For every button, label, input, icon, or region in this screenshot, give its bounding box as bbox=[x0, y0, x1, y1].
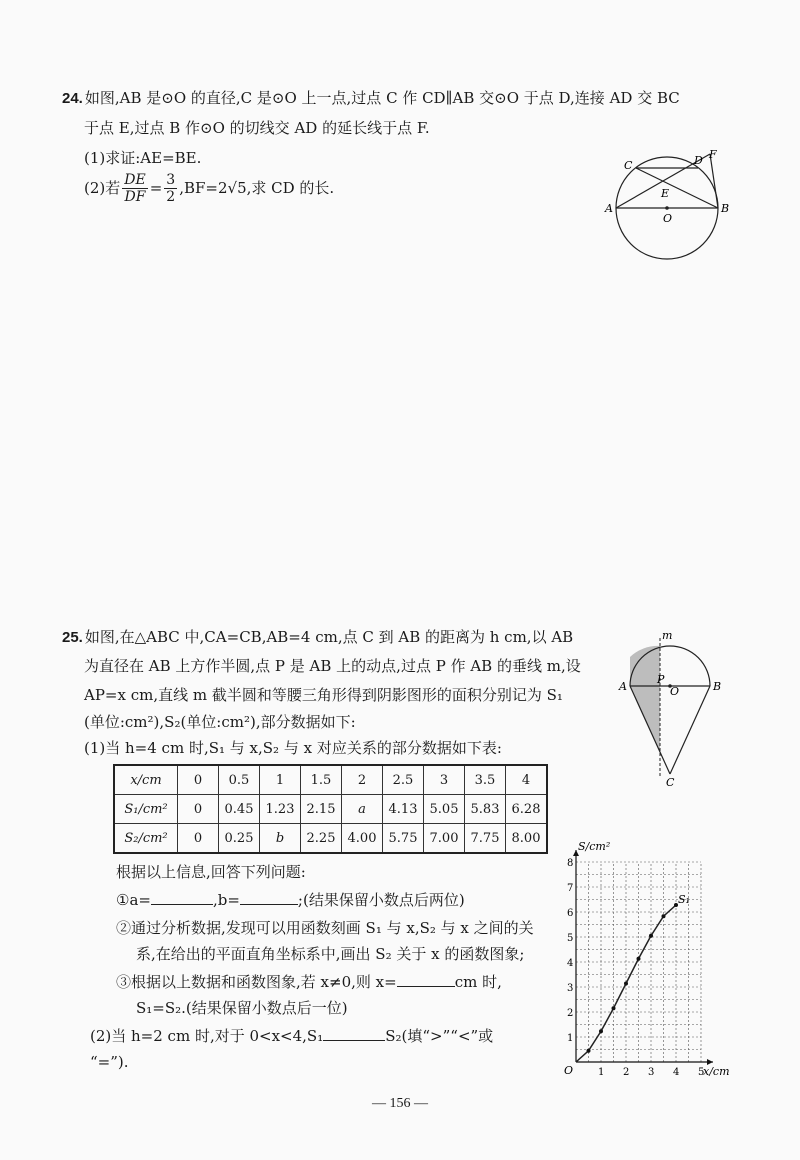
q24-frac2-den: 2 bbox=[166, 188, 176, 205]
label-m: m bbox=[662, 629, 673, 642]
table-cell: 2.15 bbox=[301, 795, 342, 824]
label-o: O bbox=[670, 685, 680, 698]
q25-sub3-text-a: ③根据以上数据和函数图象,若 x≠0,则 x= bbox=[116, 973, 397, 991]
table-cell: 0 bbox=[178, 824, 219, 854]
label-f: F bbox=[709, 148, 717, 161]
table-cell: 7.00 bbox=[424, 824, 465, 854]
table-cell: 6.28 bbox=[506, 795, 548, 824]
q25-part2 bbox=[90, 1026, 493, 1046]
q25-stem-1: 如图,在△ABC 中,CA=CB,AB=4 cm,点 C 到 AB 的距离为 h cm,以 AB bbox=[84, 628, 574, 646]
y-tick-label: 7 bbox=[567, 883, 574, 894]
table-cell: S₂/cm² bbox=[114, 824, 178, 854]
label-c: C bbox=[624, 159, 633, 172]
q25-sub2-line1: ②通过分析数据,发现可以用函数刻画 S₁ 与 x,S₂ 与 x 之间的关 bbox=[116, 919, 534, 937]
plot-grid bbox=[576, 862, 701, 1062]
q25-part2-text-a: (2)当 h=2 cm 时,对于 0<x<4,S₁ bbox=[90, 1027, 324, 1045]
table-cell: 0.45 bbox=[219, 795, 260, 824]
table-cell: 4.13 bbox=[383, 795, 424, 824]
q25-stem-2: 为直径在 AB 上方作半圆,点 P 是 AB 上的动点,过点 P 作 AB 的垂线 m,设 bbox=[84, 657, 581, 675]
x-tick-label: 4 bbox=[673, 1067, 680, 1076]
q24-part1: (1)求证:AE=BE. bbox=[84, 149, 202, 167]
q25-part2-line2: “=”). bbox=[90, 1053, 129, 1071]
table-cell: x/cm bbox=[114, 765, 178, 795]
q25-stem-3: AP=x cm,直线 m 截半圆和等腰三角形得到阴影图形的面积分别记为 S₁ bbox=[84, 686, 563, 704]
q25-sub1-end: ;(结果保留小数点后两位) bbox=[297, 891, 465, 909]
table-cell: 1.5 bbox=[301, 765, 342, 795]
table-cell: 1 bbox=[260, 765, 301, 795]
shaded-region-s1 bbox=[630, 646, 660, 686]
y-tick-label: 2 bbox=[567, 1008, 574, 1019]
table-cell: 8.00 bbox=[506, 824, 548, 854]
data-point bbox=[624, 982, 628, 986]
q24-frac2-num: 3 bbox=[166, 171, 176, 188]
data-point bbox=[599, 1029, 603, 1033]
table-cell: 2.5 bbox=[383, 765, 424, 795]
center-point bbox=[665, 206, 669, 210]
label-a: A bbox=[619, 680, 627, 693]
q24-part2 bbox=[84, 168, 334, 208]
q25-sub1-a-label: ①a= bbox=[116, 891, 151, 909]
label-e: E bbox=[661, 187, 670, 200]
q25-answer-intro: 根据以上信息,回答下列问题: bbox=[116, 863, 306, 881]
q24-stem-2: 于点 E,过点 B 作⊙O 的切线交 AD 的延长线于点 F. bbox=[84, 119, 430, 137]
y-tick-label: 5 bbox=[567, 933, 574, 944]
q25-semicircle-triangle-figure bbox=[612, 628, 742, 788]
plot-ticks bbox=[567, 858, 704, 1076]
x-tick-label: 1 bbox=[598, 1067, 605, 1076]
table-cell: 4 bbox=[506, 765, 548, 795]
table-cell: 0.25 bbox=[219, 824, 260, 854]
x-tick-label: 5 bbox=[698, 1067, 705, 1076]
table-cell: 5.05 bbox=[424, 795, 465, 824]
q24-eq: = bbox=[149, 179, 163, 197]
y-tick-label: 8 bbox=[567, 858, 574, 869]
table-cell: 4.00 bbox=[342, 824, 383, 854]
table-cell: 7.75 bbox=[465, 824, 506, 854]
q24-part2-prefix: (2)若 bbox=[84, 179, 121, 197]
label-a: A bbox=[605, 202, 613, 215]
q25-coordinate-plot bbox=[558, 834, 730, 1076]
x-tick-label: 3 bbox=[648, 1067, 655, 1076]
q25-sub2-line2: 系,在给出的平面直角坐标系中,画出 S₂ 关于 x 的函数图象; bbox=[136, 945, 525, 963]
y-tick-label: 1 bbox=[567, 1033, 574, 1044]
table-row-s1 bbox=[114, 795, 547, 824]
series-s1-label: S₁ bbox=[678, 893, 690, 906]
table-row-s2 bbox=[114, 824, 547, 854]
origin-label: O bbox=[564, 1064, 574, 1076]
table-cell: 0.5 bbox=[219, 765, 260, 795]
table-cell: S₁/cm² bbox=[114, 795, 178, 824]
label-d: D bbox=[694, 154, 703, 167]
answer-blank-b[interactable] bbox=[240, 890, 298, 905]
y-axis-label: S/cm² bbox=[578, 840, 611, 853]
label-p: P bbox=[657, 673, 665, 686]
table-cell: 3.5 bbox=[465, 765, 506, 795]
plot-axes bbox=[573, 850, 713, 1065]
page-number: — 156 — bbox=[372, 1096, 428, 1111]
series-s1-points bbox=[587, 903, 679, 1053]
tangent-bf bbox=[710, 154, 718, 208]
table-row-x bbox=[114, 765, 547, 795]
x-tick-label: 2 bbox=[623, 1067, 630, 1076]
table-cell: 2.25 bbox=[301, 824, 342, 854]
q24-part2-suffix: ,BF=2√5,求 CD 的长. bbox=[179, 179, 335, 197]
q24-fraction-3-2 bbox=[164, 172, 177, 205]
q24-stem-1: 如图,AB 是⊙O 的直径,C 是⊙O 上一点,过点 C 作 CD∥AB 交⊙O 于点 D,连接 AD 交 BC bbox=[84, 89, 680, 107]
table-cell: 5.83 bbox=[465, 795, 506, 824]
segment-bc bbox=[670, 686, 710, 774]
y-tick-label: 3 bbox=[567, 983, 574, 994]
table-cell: 1.23 bbox=[260, 795, 301, 824]
label-o: O bbox=[663, 212, 673, 225]
q25-number: 25. bbox=[62, 629, 83, 646]
q24-frac-num: DE bbox=[124, 171, 146, 188]
data-point bbox=[662, 914, 666, 918]
table-cell: 2 bbox=[342, 765, 383, 795]
answer-blank-compare[interactable] bbox=[323, 1026, 385, 1041]
data-point bbox=[587, 1049, 591, 1053]
table-cell: a bbox=[342, 795, 383, 824]
q24-fraction-de-df bbox=[122, 172, 147, 205]
q25-sub1 bbox=[116, 890, 465, 910]
answer-blank-a[interactable] bbox=[151, 890, 213, 905]
table-cell: 5.75 bbox=[383, 824, 424, 854]
data-point bbox=[612, 1006, 616, 1010]
q24-frac-den: DF bbox=[124, 188, 146, 205]
q25-data-table bbox=[113, 764, 548, 854]
table-cell: 0 bbox=[178, 795, 219, 824]
y-tick-label: 4 bbox=[567, 958, 574, 969]
q25-sub1-b-label: ,b= bbox=[212, 891, 240, 909]
answer-blank-x[interactable] bbox=[397, 972, 455, 987]
y-tick-label: 6 bbox=[567, 908, 574, 919]
q25-part1-intro: (1)当 h=4 cm 时,S₁ 与 x,S₂ 与 x 对应关系的部分数据如下表: bbox=[84, 739, 502, 757]
table-cell: 3 bbox=[424, 765, 465, 795]
x-axis-label: x/cm bbox=[703, 1065, 730, 1076]
label-c: C bbox=[666, 776, 675, 788]
q25-part2-text-b: S₂(填“>”“<”或 bbox=[385, 1027, 494, 1045]
q25-line1 bbox=[62, 627, 573, 648]
q24-circle-figure bbox=[596, 146, 736, 262]
q25-stem-4: (单位:cm²),S₂(单位:cm²),部分数据如下: bbox=[84, 713, 356, 731]
label-b: B bbox=[713, 680, 722, 693]
label-b: B bbox=[721, 202, 730, 215]
q25-sub3-line2: S₁=S₂.(结果保留小数点后一位) bbox=[136, 999, 348, 1017]
table-cell: b bbox=[260, 824, 301, 854]
data-point bbox=[649, 934, 653, 938]
q25-sub3-text-b: cm 时, bbox=[454, 973, 502, 991]
table-cell: 0 bbox=[178, 765, 219, 795]
q24-number: 24. bbox=[62, 90, 83, 107]
q24-line1 bbox=[62, 88, 680, 109]
q25-sub3-line1 bbox=[116, 972, 502, 992]
data-point bbox=[637, 957, 641, 961]
